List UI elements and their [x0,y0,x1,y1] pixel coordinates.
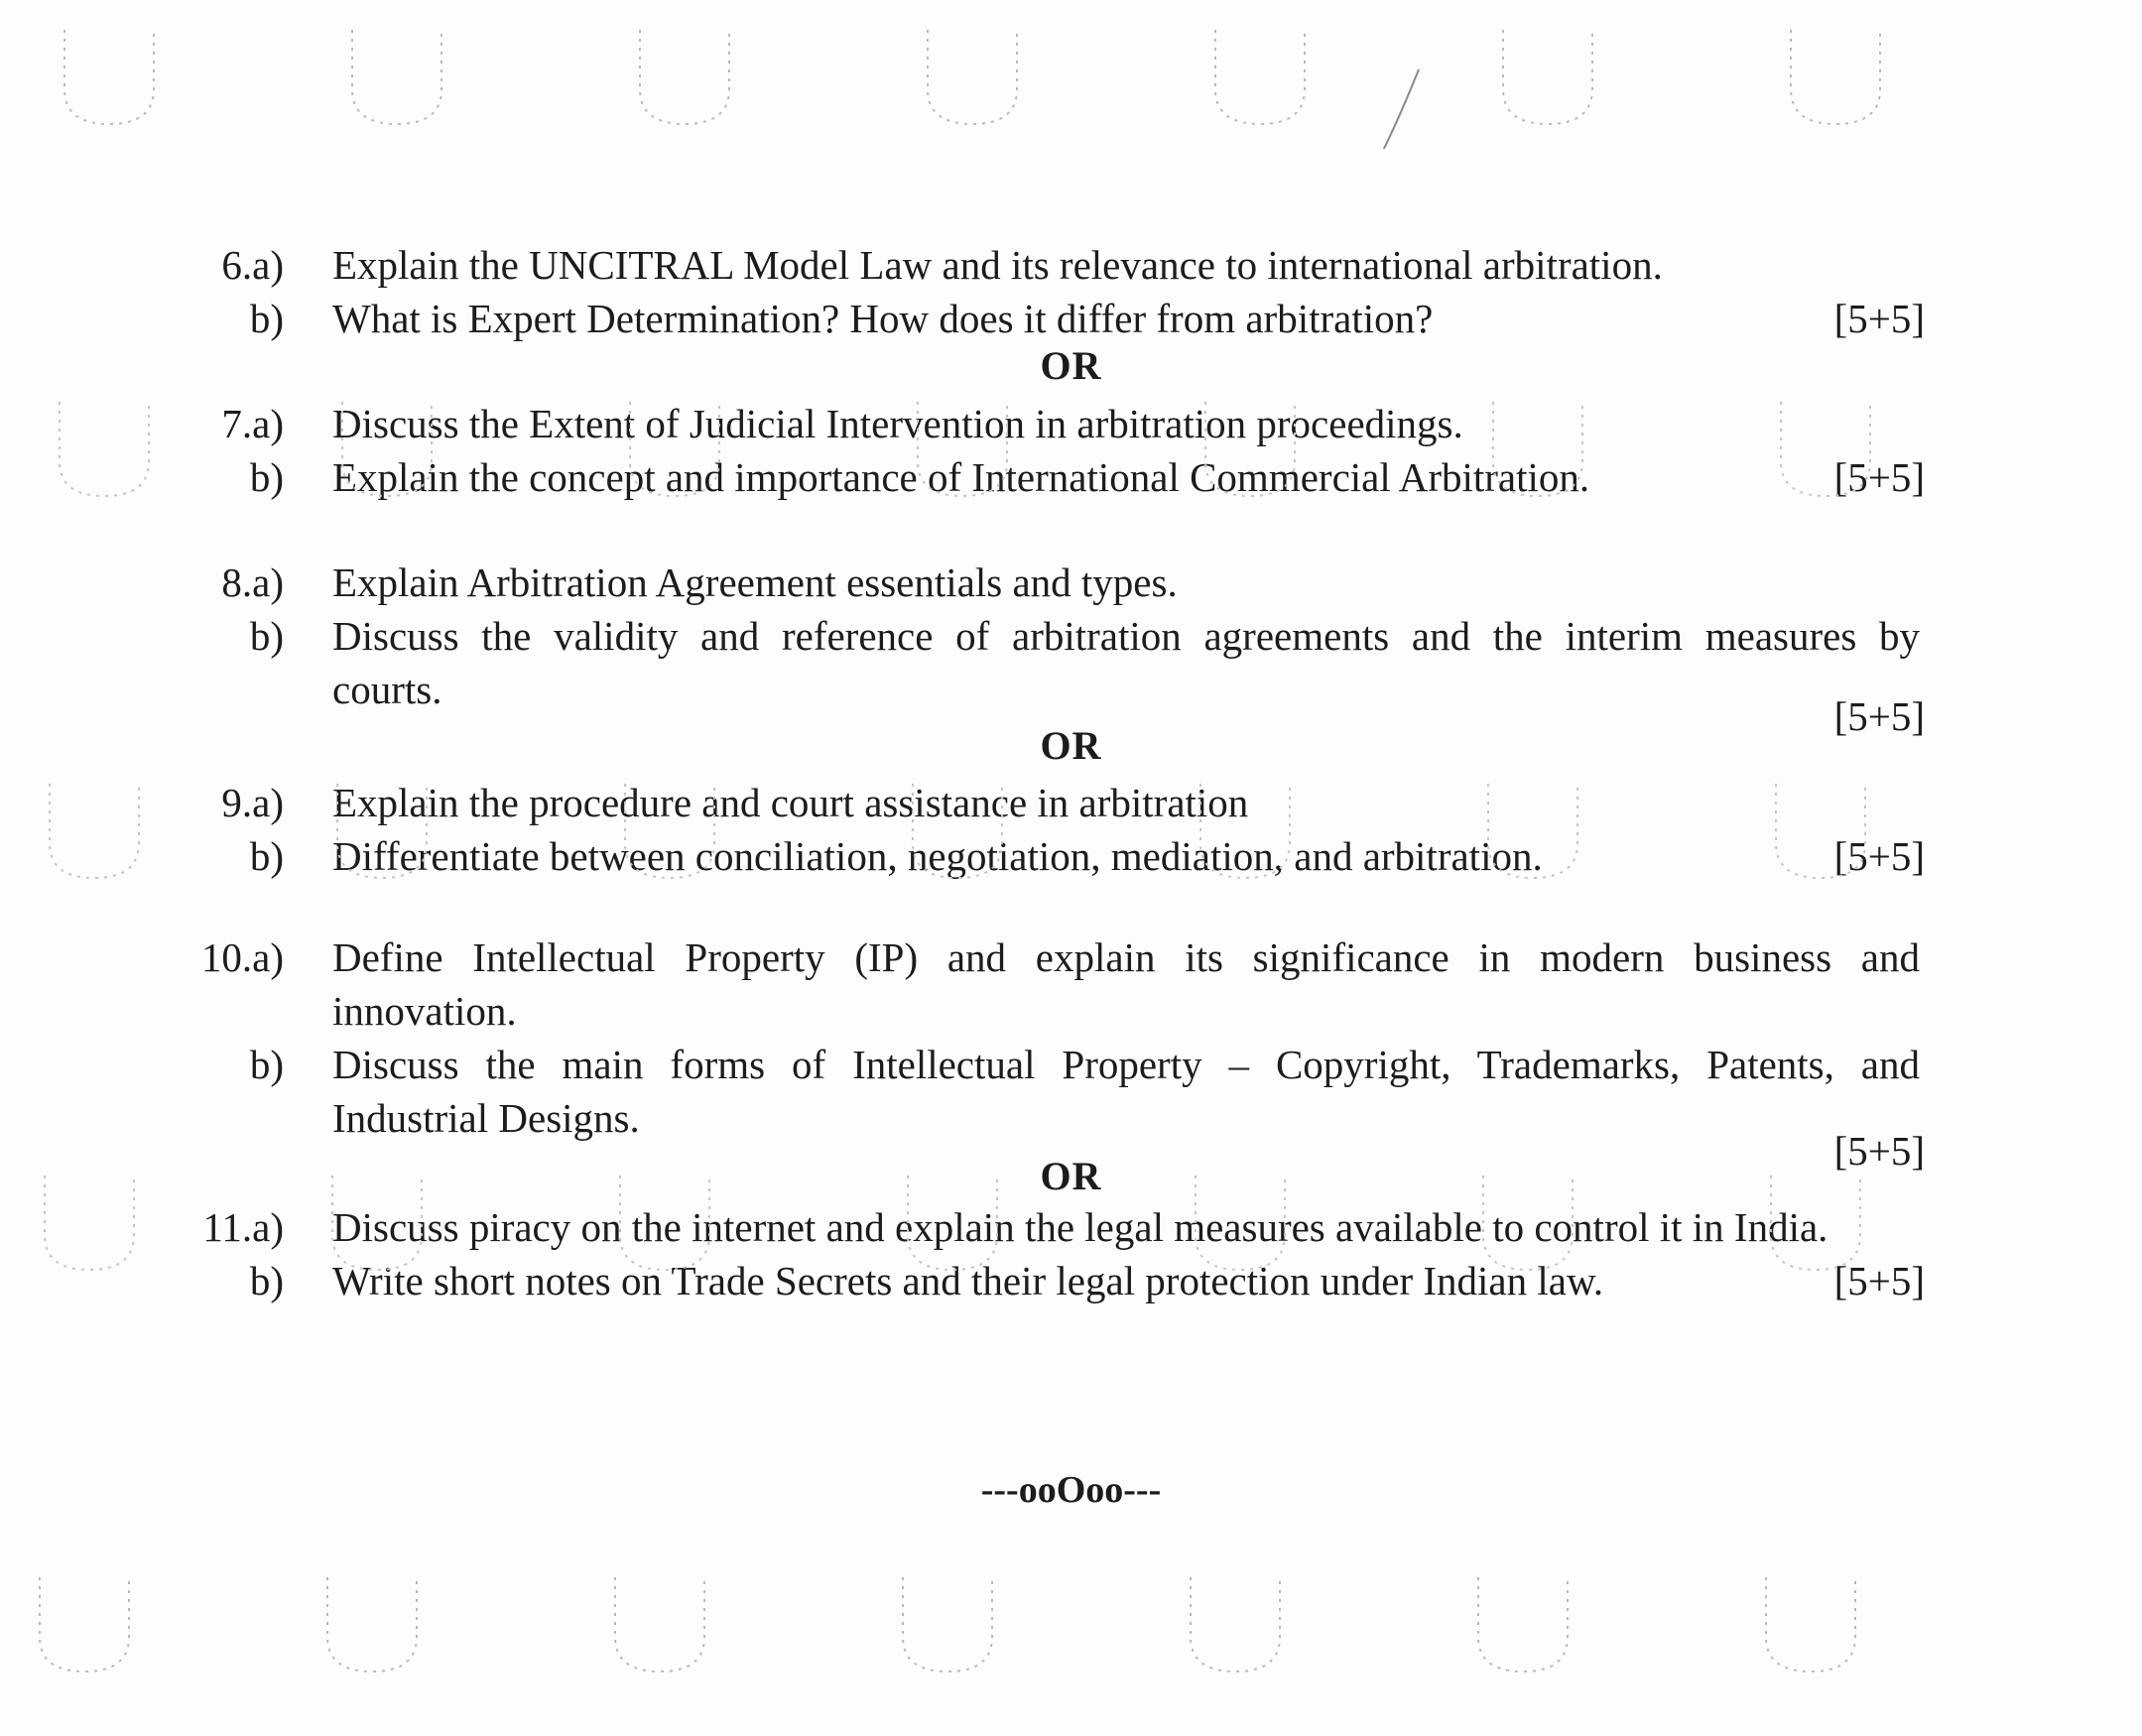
question-number: 9.a) [221,780,284,825]
or-divider: OR [1040,723,1102,768]
question-text: What is Expert Determination? How does it differ from arbitration? [332,296,1434,341]
question-text: Discuss the Extent of Judicial Intervention in arbitration proceedings. [332,401,1463,446]
question-number: 8.a) [221,559,284,605]
question-10 [198,930,1945,1174]
question-6b [198,292,1945,345]
question-number: b) [249,613,284,659]
question-6 [198,238,1945,345]
watermark-row-top [0,10,2142,149]
question-10b [198,1038,1945,1091]
question-number: b) [249,833,284,879]
or-divider: OR [1040,343,1102,388]
question-number: b) [249,454,284,500]
marks-label: [5+5] [1833,693,1925,739]
question-10a-cont [198,984,1945,1038]
end-of-paper-mark: ---ooOoo--- [980,1469,1162,1511]
watermark-pattern [0,774,2142,903]
question-text: Discuss the validity and reference of arbitration agreements and the interim measures by [332,613,1920,659]
watermark-row-mid1 [0,392,2142,521]
question-10a [198,930,1945,984]
question-8b [198,609,1945,663]
question-text: Explain the UNCITRAL Model Law and its relevance to international arbitration. [332,242,1663,288]
question-number: b) [249,1258,284,1303]
question-text: innovation. [332,988,517,1034]
marks-label: [5+5] [1833,1128,1925,1174]
question-text: Industrial Designs. [332,1095,640,1141]
question-text: Explain the concept and importance of International Commercial Arbitration. [332,454,1590,500]
question-text: Explain the procedure and court assistance in arbitration [332,780,1249,825]
question-text: Discuss piracy on the internet and explain the legal measures available to control it in India. [332,1204,1828,1250]
question-number: b) [249,1042,284,1087]
watermark-pattern [0,1166,2142,1295]
watermark-row-mid3 [0,1166,2142,1295]
watermark-pattern [0,10,2142,149]
question-8a [198,556,1945,609]
question-8 [198,556,1945,739]
marks-label: [5+5] [1833,454,1925,500]
question-text: Explain Arbitration Agreement essentials and types. [332,559,1178,605]
question-text: Define Intellectual Property (IP) and explain its significance in modern business and [332,934,1920,980]
question-number: 7.a) [221,401,284,446]
question-text: Write short notes on Trade Secrets and their legal protection under Indian law. [332,1258,1604,1303]
watermark-row-mid2 [0,774,2142,903]
question-text: courts. [332,667,442,712]
marks-label: [5+5] [1833,833,1925,879]
or-divider: OR [1040,1154,1102,1198]
marks-label: [5+5] [1833,296,1925,341]
marks-label: [5+5] [1833,1258,1925,1303]
question-text: Discuss the main forms of Intellectual Property – Copyright, Trademarks, Patents, and [332,1042,1920,1087]
question-number: 11.a) [202,1204,284,1250]
watermark-row-bottom [0,1557,2142,1696]
watermark-pattern [0,1557,2142,1696]
question-6a [198,238,1945,292]
question-number: 10.a) [200,934,284,980]
question-number: b) [249,296,284,341]
question-number: 6.a) [221,242,284,288]
question-text: Differentiate between conciliation, negotiation, mediation, and arbitration. [332,833,1543,879]
watermark-pattern [0,392,2142,521]
